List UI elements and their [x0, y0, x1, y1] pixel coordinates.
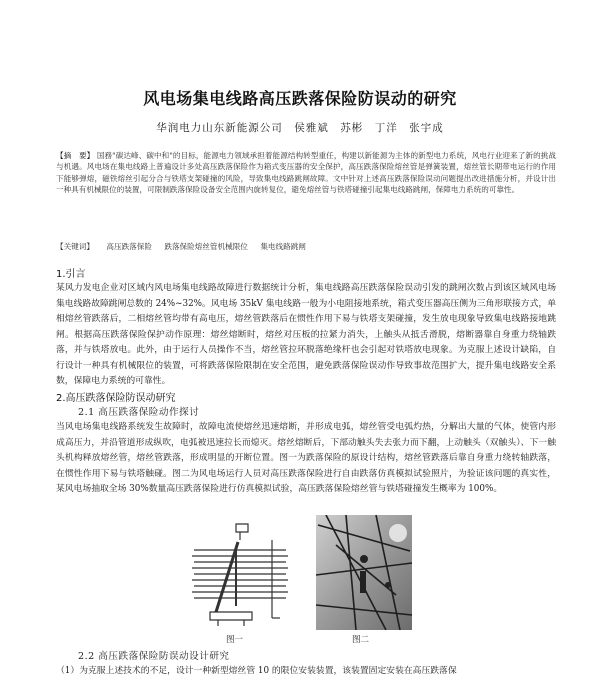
keyword-item: 跌落保险熔丝管机械限位: [164, 242, 248, 251]
section-2-2-heading: 2.2 高压跌落保险防误动设计研究: [78, 651, 230, 662]
abstract-block: [56, 150, 556, 196]
section-1-paragraph: 某风力发电企业对区域内风电场集电线路故障进行数据统计分析，集电线路高压跌落保险误动引发的跳闸次数占到该区域风电场集电线路故障跳闸总数的 24%~32%。风电场 35kV 集电线路一般为小电阻接地系统，箱式变压器高压侧为三角形联接方式，单相熔丝管跌落后，二相熔丝管均带有高电压，熔丝管跌落后在惯性作用下易与铁塔支架碰撞，发生放电现象导致集电线路接地跳闸。根据高压跌落保险保护动作原理：熔丝熔断时，熔丝对压板的拉紧力消失，上触头从抵舌滑脱，熔断器靠自身重力绕轴跌落，并与铁塔放电。此外，由于运行人员操作不当，熔丝管拉环脱落绝缘杆也会引起对铁塔放电现象。为克服上述设计缺陷，自行设计一种具有机械限位的装置，可将跌落保险限制在安全范围，避免跌落保险误动作导致事故范围扩大，提升集电线路安全系数，保障电力系统的可靠性。: [56, 283, 556, 386]
section-2-heading: 2.高压跌落保险防误动研究: [56, 393, 176, 404]
section-2-1-heading: 2.1 高压跌落保险动作探讨: [78, 407, 200, 418]
keyword-item: 高压跌落保险: [106, 242, 152, 251]
figure-1-caption: 图一: [226, 635, 244, 645]
paper-authors: 华润电力山东新能源公司 侯雅斌 苏彬 丁洋 张宇成: [156, 122, 444, 134]
keywords-tag: 【关键词】: [56, 242, 94, 251]
figure-2-tower-photo: [316, 515, 412, 630]
section-2-2-paragraph: （1）为克服上述技术的不足，设计一种新型熔丝管 10 的限位安装装置，该装置固定安装在高压跌落保: [56, 666, 457, 676]
abstract-text: 国務"碳达峰、碳中和"的目标，能源电力领域承担着能源结构转型重任，构建以新能源为主体的新型电力系统，风电行业迎来了新的挑战与机遇。风电场在集电线路上普遍设计多处高压跌落保险作为箱式变压器的安全保护，高压跌落保险熔丝管是弹簧装置，熔丝管长期带电运行的作用下能够弹熔，磁铁熔丝引起分合与铁塔支架碰撞的风险，导致集电线路跳闸故障。文中针对上述高压跌落保险误动问题提出改进措施分析，并设计出一种具有机械限位的装置，可限制跌落保险设备安全范围内旋转复位，避免熔丝管与铁塔碰撞引起集电线路跳闸，保障电力系统的可靠性。: [56, 151, 556, 195]
abstract-tag: 【摘 要】: [56, 151, 95, 160]
keyword-item: 集电线路跳闸: [260, 242, 306, 251]
figure-2-caption: 图二: [352, 635, 370, 645]
section-1-heading: 1.引言: [56, 269, 86, 280]
keywords-block: [56, 241, 556, 252]
figure-1-fuse-drawing: [176, 520, 296, 630]
section-2-1-paragraph: 当风电场集电线路系统发生故障时，故障电流使熔丝迅速熔断，并形成电弧，熔丝管受电弧灼热，分解出大量的气体，使管内形成高压力，并沿管道形成纵吹，电弧被迅速拉长而熄灭。熔丝熔断后，下部动触头失去张力而下翻，上动触头（双触头）、下一触头机构释放熔丝管，熔丝管跌落，形成明显的开断位置。图一为跌落保险的原设计结构，熔丝管跌落后靠自身重力绕转轴跌落，在惯性作用下易与铁塔触碰。图二为风电场运行人员对高压跌落保险进行自由跌落仿真模拟试验照片，为验证该问题的真实性，某风电场抽取全场 30%数量高压跌落保险进行仿真模拟试验，高压跌落保险熔丝管与铁塔碰撞发生概率为 100%。: [56, 422, 556, 494]
paper-title: 风电场集电线路高压跌落保险防误动的研究: [143, 89, 457, 108]
